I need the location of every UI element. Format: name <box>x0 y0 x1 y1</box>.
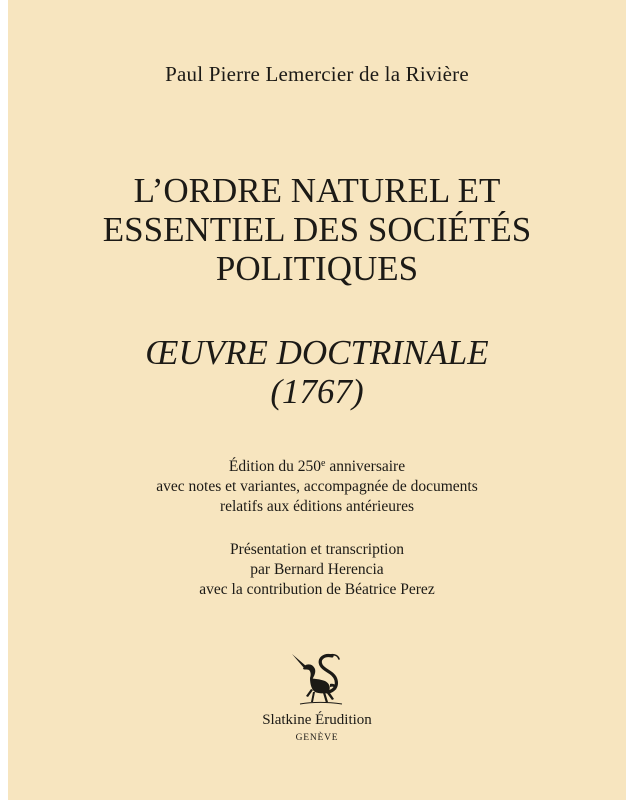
author-name: Paul Pierre Lemercier de la Rivière <box>165 62 469 86</box>
title-line: POLITIQUES <box>215 249 419 288</box>
publisher-name: Slatkine Érudition <box>262 712 372 728</box>
edition-line-text: anniversaire <box>325 458 406 475</box>
credits-line: Présentation et transcription <box>230 541 404 558</box>
edition-line: relatifs aux éditions antérieures <box>219 498 415 515</box>
unicorn-s-monogram-icon <box>284 650 350 706</box>
subtitle-line: ŒUVRE DOCTRINALE <box>145 333 489 372</box>
credits-line: par Bernard Herencia <box>250 561 384 578</box>
edition-line: avec notes et variantes, accompagnée de documents <box>156 478 478 495</box>
ordinal-superscript: e <box>321 458 326 469</box>
credits <box>8 540 626 600</box>
book-title <box>8 171 626 288</box>
title-line: L’ORDRE NATUREL ET <box>133 171 501 210</box>
publisher-city: GENÈVE <box>295 733 339 743</box>
edition-line <box>8 457 626 477</box>
subtitle-line: (1767) <box>270 372 364 411</box>
book-cover <box>8 0 626 800</box>
edition-line-text: Édition du 250 <box>228 458 322 475</box>
edition-note <box>8 457 626 517</box>
credits-line: avec la contribution de Béatrice Perez <box>199 581 435 598</box>
book-subtitle <box>8 333 626 411</box>
title-line: ESSENTIEL DES SOCIÉTÉS <box>102 210 532 249</box>
